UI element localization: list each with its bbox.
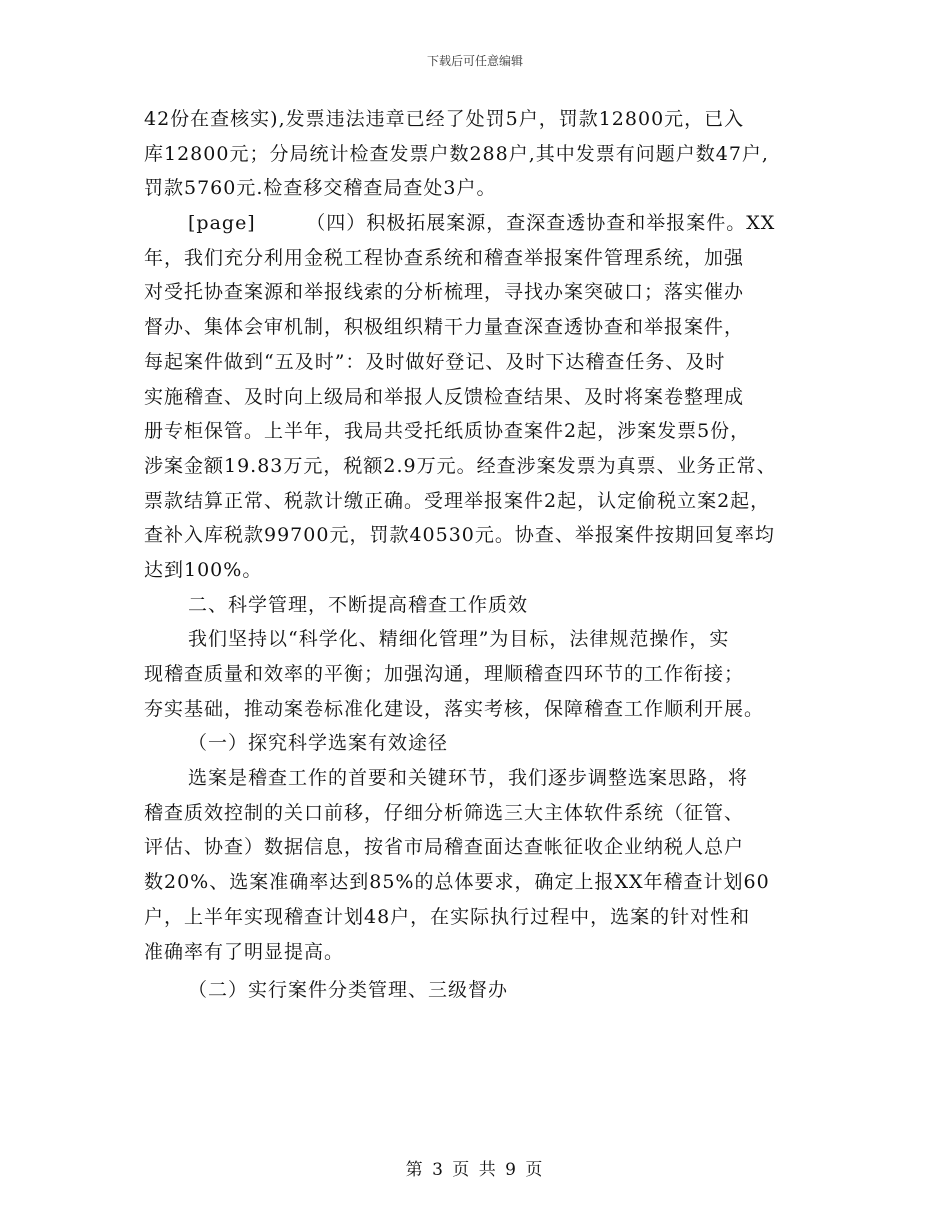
paragraph-line: 涉案金额19.83万元，税额2.9万元。经查涉案发票为真票、业务正常、 [144,454,777,477]
paragraph-line: 册专柜保管。上半年，我局共受托纸质协查案件2起，涉案发票5份， [144,420,751,443]
paragraph-line: 票款结算正常、税款计缴正确。受理举报案件2起，认定偷税立案2起， [144,489,771,512]
paragraph-line: 42份在查核实),发票违法违章已经了处罚5户，罚款12800元，已入 [144,108,745,130]
paragraph-line: 督办、集体会审机制，积极组织精干力量查深查透协查和举报案件， [144,316,745,339]
subsection-heading: （二）实行案件分类管理、三级督办 [188,979,509,1002]
paragraph-line: 数20%、选案准确率达到85%的总体要求，确定上报XX年稽查计划60 [144,871,770,894]
subsection-heading: （一）探究科学选案有效途径 [188,732,449,755]
page-footer: 第 3 页 共 9 页 [405,1160,545,1180]
paragraph-line: 夯实基础，推动案卷标准化建设，落实考核，保障稽查工作顺利开展。 [144,697,765,720]
paragraph-line: 罚款5760元.检查移交稽查局查处3户。 [144,177,497,200]
paragraph-line: 我们坚持以“科学化、精细化管理”为目标，法律规范操作，实 [188,628,730,651]
paragraph-line: 实施稽查、及时向上级局和举报人反馈检查结果、及时将案卷整理成 [144,385,745,408]
paragraph-line: 稽查质效控制的关口前移，仔细分析筛选三大主体软件系统（征管、 [144,801,745,824]
paragraph-line: 每起案件做到“五及时”：及时做好登记、及时下达稽查任务、及时 [144,350,726,373]
paragraph-line: 达到100%。 [144,558,263,581]
paragraph-line: 选案是稽查工作的首要和关键环节，我们逐步调整选案思路，将 [188,767,749,790]
page-header: 下载后可任意编辑 [426,54,523,68]
document-body [144,108,834,1014]
section-heading-line: [page] （四）积极拓展案源，查深查透协查和举报案件。XX [188,212,776,235]
section-heading: 二、科学管理，不断提高稽查工作质效 [188,593,529,616]
paragraph-line: 库12800元；分局统计检查发票户数288户,其中发票有问题户数47户, [144,142,769,165]
paragraph-line: 户，上半年实现稽查计划48户，在实际执行过程中，选案的针对性和 [144,905,751,928]
paragraph-line: 查补入库税款99700元，罚款40530元。协查、举报案件按期回复率均 [144,524,775,547]
paragraph-line: 年，我们充分利用金税工程协查系统和稽查举报案件管理系统，加强 [144,246,745,269]
paragraph-line: 对受托协查案源和举报线索的分析梳理，寻找办案突破口；落实催办 [144,281,745,304]
paragraph-line: 现稽查质量和效率的平衡；加强沟通，理顺稽查四环节的工作衔接； [144,663,745,685]
paragraph-line: 评估、协查）数据信息，按省市局稽查面达查帐征收企业纳税人总户 [144,836,745,859]
paragraph-line: 准确率有了明显提高。 [144,940,345,963]
